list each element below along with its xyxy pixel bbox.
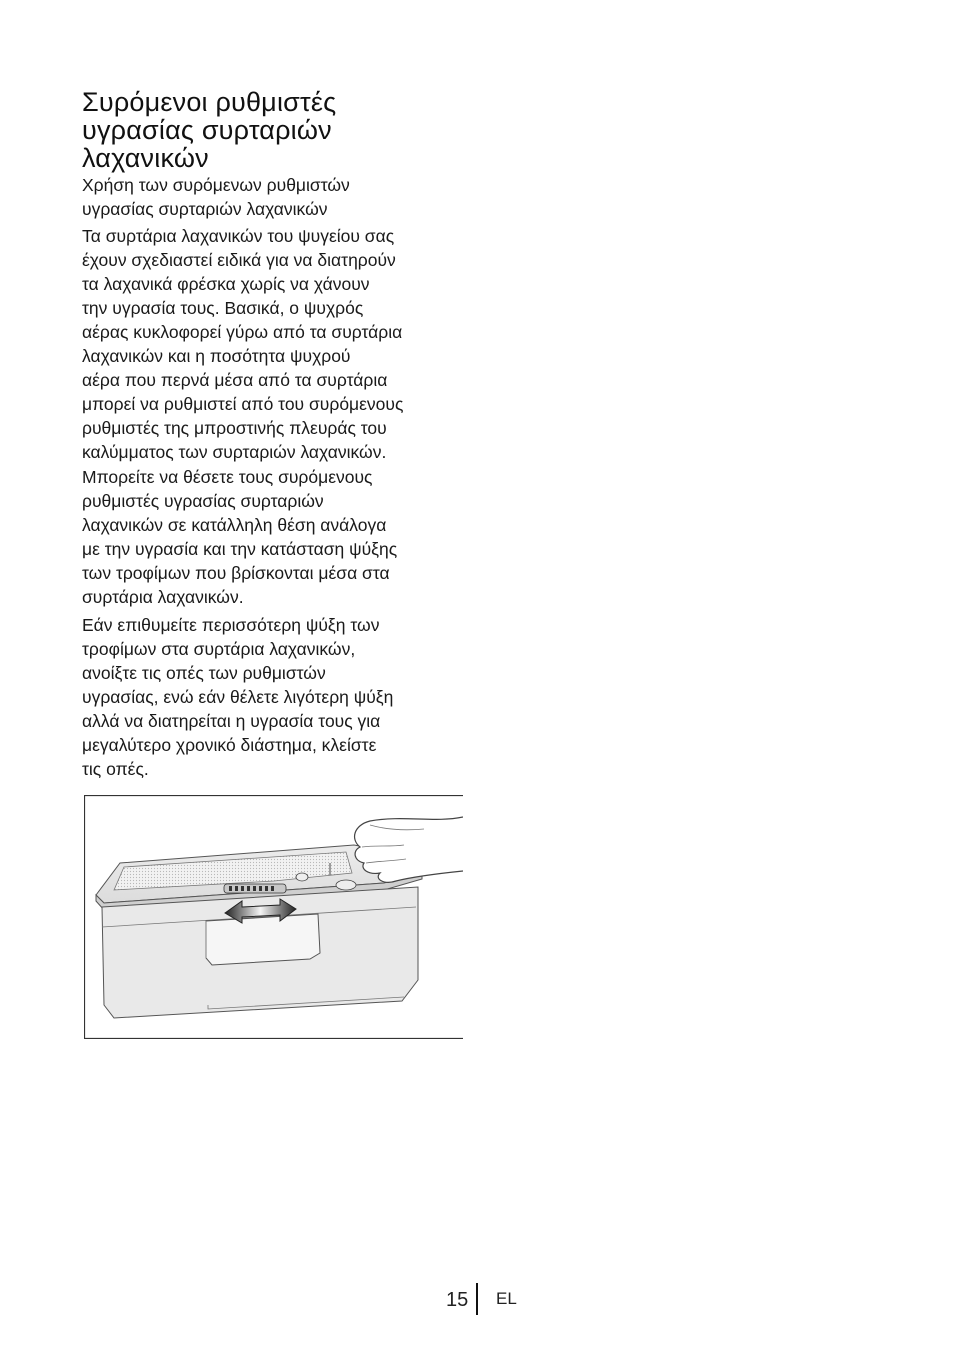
crisper-drawer-illustration <box>84 795 463 1039</box>
paragraph-line: τις οπές. <box>82 759 149 779</box>
paragraph-drawer-description <box>82 224 482 464</box>
section-heading <box>82 88 502 172</box>
paragraph-line: έχουν σχεδιαστεί ειδικά για να διατηρούν <box>82 250 396 270</box>
paragraph-line: συρτάρια λαχανικών. <box>82 587 244 607</box>
paragraph-line: αλλά να διατηρείται η υγρασία τους για <box>82 711 381 731</box>
paragraph-line: Μπορείτε να θέσετε τους συρόμενους <box>82 467 373 487</box>
paragraph-line: καλύμματος των συρταριών λαχανικών. <box>82 442 387 462</box>
paragraph-line: ανοίξτε τις οπές των ρυθμιστών <box>82 663 326 683</box>
paragraph-line: λαχανικών και η ποσότητα ψυχρού <box>82 346 351 366</box>
section-subheading <box>82 173 482 221</box>
footer-divider <box>476 1283 478 1315</box>
paragraph-line: μπορεί να ρυθμιστεί από του συρόμενους <box>82 394 404 414</box>
paragraph-line: λαχανικών σε κατάλληλη θέση ανάλογα <box>82 515 387 535</box>
paragraph-line: των τροφίμων που βρίσκονται μέσα στα <box>82 563 390 583</box>
paragraph-line: Εάν επιθυμείτε περισσότερη ψύξη των <box>82 615 380 635</box>
paragraph-line: τα λαχανικά φρέσκα χωρίς να χάνουν <box>82 274 370 294</box>
heading-line: υγρασίας συρταριών <box>82 115 332 145</box>
paragraph-slider-position <box>82 465 482 609</box>
paragraph-line: με την υγρασία και την κατάσταση ψύξης <box>82 539 398 559</box>
paragraph-line: την υγρασία τους. Βασικά, ο ψυχρός <box>82 298 364 318</box>
heading-line: Συρόμενοι ρυθμιστές <box>82 87 337 117</box>
subheading-line: Χρήση των συρόμενων ρυθμιστών <box>82 175 350 195</box>
heading-line: λαχανικών <box>82 143 209 173</box>
paragraph-line: υγρασίας, ενώ εάν θέλετε λιγότερη ψύξη <box>82 687 394 707</box>
paragraph-line: Τα συρτάρια λαχανικών του ψυγείου σας <box>82 226 395 246</box>
paragraph-line: ρυθμιστές της μπροστινής πλευράς του <box>82 418 387 438</box>
paragraph-line: μεγαλύτερο χρονικό διάστημα, κλείστε <box>82 735 377 755</box>
paragraph-line: αέρας κυκλοφορεί γύρω από τα συρτάρια <box>82 322 403 342</box>
paragraph-line: αέρα που περνά μέσα από τα συρτάρια <box>82 370 388 390</box>
paragraph-line: ρυθμιστές υγρασίας συρταριών <box>82 491 324 511</box>
subheading-line: υγρασίας συρταριών λαχανικών <box>82 199 328 219</box>
language-code: EL <box>496 1289 517 1308</box>
paragraph-line: τροφίμων στα συρτάρια λαχανικών, <box>82 639 356 659</box>
page-number: 15 <box>446 1289 469 1311</box>
paragraph-open-close-vents <box>82 613 482 781</box>
